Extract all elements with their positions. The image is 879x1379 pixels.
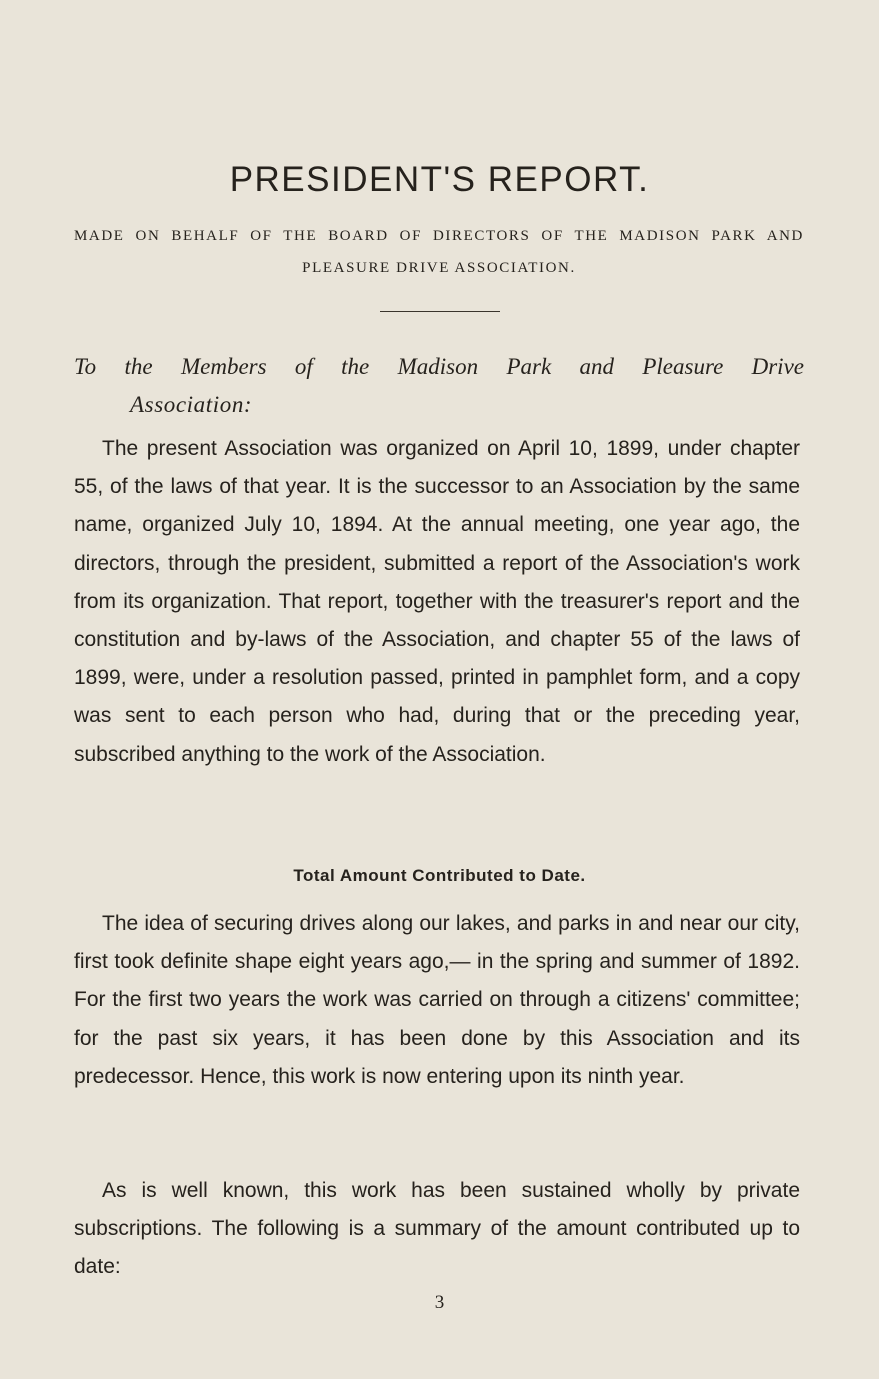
paragraph-3: As is well known, this work has been sustained wholly by private subscriptions. The following is a summary of the amount contributed up to date: (74, 1179, 800, 1279)
salutation-line-2: Association: (130, 392, 253, 417)
divider-rule (380, 311, 500, 312)
section-heading: Total Amount Contributed to Date. (293, 866, 586, 885)
salutation-line-1: To the Members of the Madison Park and Pleasure Drive (74, 354, 804, 379)
page-title: PRESIDENT'S REPORT. (229, 160, 650, 199)
paragraph-1: The present Association was organized on April 10, 1899, under chapter 55, of the laws of that year. It is the successor to an Association by the same name, organized July 10, 1894. At the annual meeting, one year ago, the directors, through the president, submitted a report of the Association's work from its organization. That report, together with the treasurer's report and the constitution and by-laws of the Association, and chapter 55 of the laws of 1899, were, under a resolution passed, printed in pamphlet form, and a copy was sent to each person who had, during that or the preceding year, subscribed anything to the work of the Association. (74, 437, 800, 766)
page-number: 3 (434, 1292, 445, 1313)
subtitle-line-1: MADE ON BEHALF OF THE BOARD OF DIRECTORS OF THE MADISON PARK AND (74, 228, 804, 244)
salutation (74, 348, 804, 424)
paragraph-2: The idea of securing drives along our lakes, and parks in and near our city, first took definite shape eight years ago,— in the spring and summer of 1892. For the first two years the work was carried on through a citizens' committee; for the past six years, it has been done by this Association and its predecessor. Hence, this work is now entering upon its ninth year. (74, 912, 800, 1088)
subtitle-line-2: PLEASURE DRIVE ASSOCIATION. (302, 260, 576, 276)
